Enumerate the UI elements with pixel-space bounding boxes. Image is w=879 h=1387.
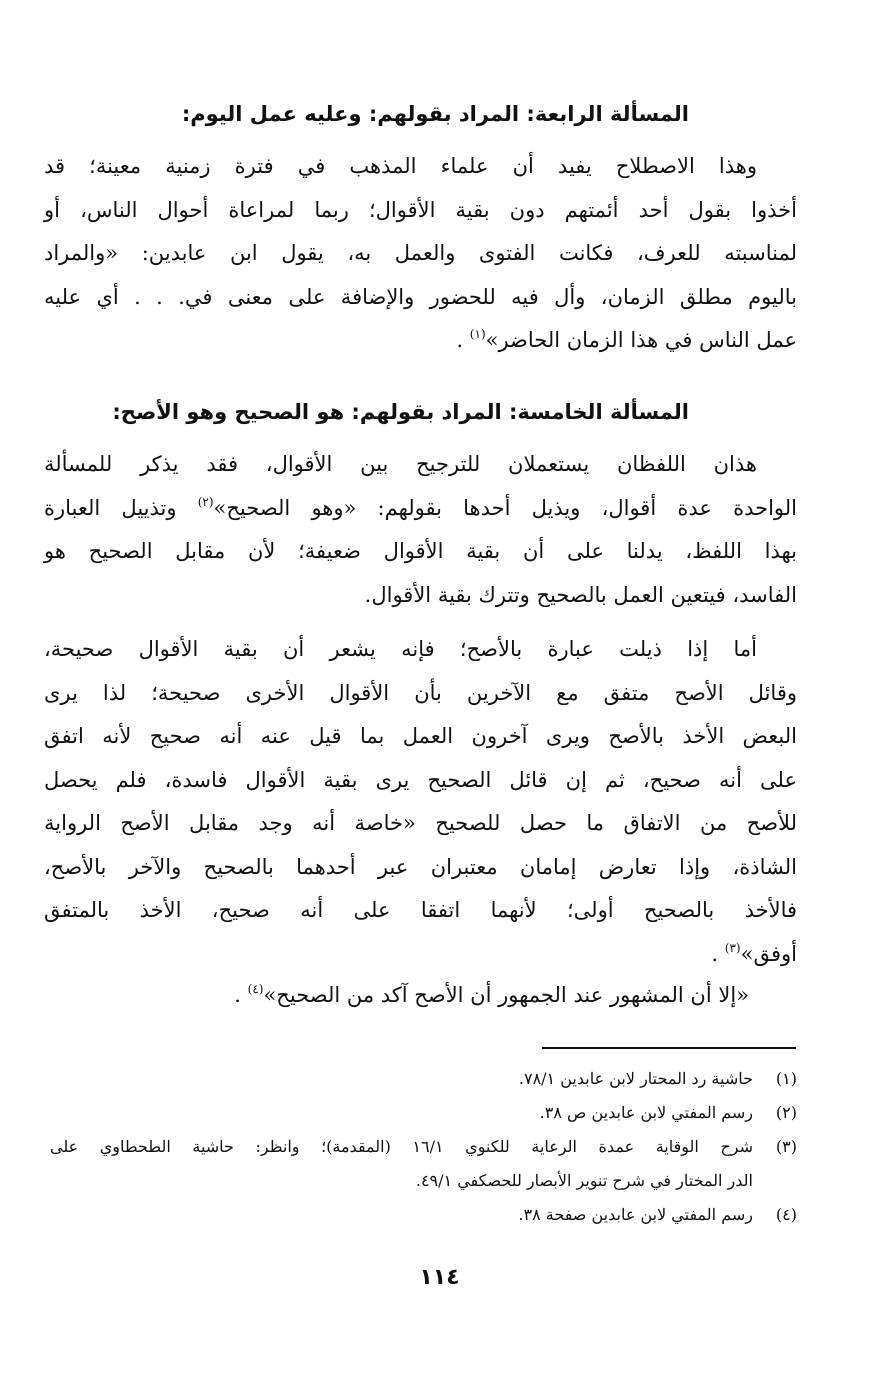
text-line: أخذوا بقول أحد أئمتهم دون بقية الأقوال؛ ربما لمراعاة أحوال الناس، أو <box>44 197 797 222</box>
footnote-line: شرح الوقاية عمدة الرعاية للكنوي ١٦/١ (المقدمة)؛ وانظر: حاشية الطحطاوي على <box>50 1137 753 1156</box>
footnotes <box>50 1062 797 1232</box>
text-line: وقائل الأصح متفق مع الآخرين بأن الأقوال الأخرى صحيحة؛ لذا يرى <box>44 680 797 705</box>
footnote-line: رسم المفتي لابن عابدين ص ٣٨. <box>539 1103 753 1122</box>
text-line-last <box>44 933 797 977</box>
text-line: أما إذا ذيلت عبارة بالأصح؛ فإنه يشعر أن بقية الأقوال صحيحة، <box>44 637 757 661</box>
footnote-text <box>50 1198 753 1232</box>
section-5-heading: المسألة الخامسة: المراد بقولهم: هو الصحيح وهو الأصح: <box>112 400 689 424</box>
footnote-text <box>50 1096 753 1130</box>
text-line: لمناسبته للعرف، فكانت الفتوى والعمل به، يقول ابن عابدين: «والمراد <box>44 241 797 265</box>
text-line <box>44 487 797 531</box>
footnote-number: (١) <box>775 1069 797 1088</box>
footnote-4 <box>50 1198 797 1232</box>
footnote-ref-2: (٢) <box>197 494 214 509</box>
section-5-paragraph-2 <box>44 628 797 976</box>
text-line: للأصح من الاتفاق ما حصل للصحيح «خاصة أنه وجد مقابل الأصح الرواية <box>44 811 797 835</box>
text-line: البعض الأخذ بالأصح ويرى آخرون العمل بما قيل عنه أنه صحيح لأنه اتفق <box>44 724 797 748</box>
footnote-line: الدر المختار في شرح تنوير الأبصار للحصكفي ٤٩/١. <box>415 1171 753 1190</box>
footnote-number: (٤) <box>775 1205 797 1224</box>
footnote-3 <box>50 1130 797 1198</box>
text-line-last: الفاسد، فيتعين العمل بالصحيح وتترك بقية الأقوال. <box>364 582 797 607</box>
footnote-separator <box>542 1047 796 1049</box>
footnote-text <box>50 1062 753 1096</box>
footnote-line: رسم المفتي لابن عابدين صفحة ٣٨. <box>518 1205 753 1224</box>
section-5-paragraph-1 <box>44 443 797 617</box>
text-fragment: الواحدة عدة أقوال، ويذيل أحدها بقولهم: «وهو الصحيح» <box>213 495 798 520</box>
text-fragment: أوفق» <box>740 941 797 966</box>
quote-line <box>40 974 749 1017</box>
text-line: الشاذة، وإذا تعارض إمامان معتبران عبر أحدهما بالصحيح والآخر بالأصح، <box>44 854 797 879</box>
footnote-ref-1: (١) <box>469 327 486 341</box>
text-fragment: وتذييل العبارة <box>44 495 198 520</box>
text-fragment: . <box>456 328 470 352</box>
footnote-2 <box>50 1096 797 1130</box>
footnote-1 <box>50 1062 797 1096</box>
footnote-line: حاشية رد المحتار لابن عابدين ٧٨/١. <box>518 1069 753 1088</box>
text-line-last <box>44 319 797 363</box>
footnote-ref-4: (٤) <box>247 982 264 996</box>
footnote-number: (٣) <box>775 1137 797 1156</box>
footnote-text <box>50 1130 753 1198</box>
text-fragment: . <box>234 983 248 1007</box>
text-line: بهذا اللفظ، يدلنا على أن بقية الأقوال ضعيفة؛ لأن مقابل الصحيح هو <box>44 539 797 563</box>
section-4-paragraph <box>44 145 797 363</box>
text-line: باليوم مطلق الزمان، وأل فيه للحضور والإضافة على معنى في. . . أي عليه <box>44 284 797 309</box>
text-fragment: «إلا أن المشهور عند الجمهور أن الأصح آكد من الصحيح» <box>263 983 749 1007</box>
footnote-ref-3: (٣) <box>724 940 741 955</box>
page-number: ١١٤ <box>419 1265 460 1290</box>
text-fragment: عمل الناس في هذا الزمان الحاضر» <box>485 328 797 352</box>
text-line: وهذا الاصطلاح يفيد أن علماء المذهب في فترة زمنية معينة؛ قد <box>44 154 757 178</box>
text-fragment: . <box>711 941 725 966</box>
text-line: على أنه صحيح، ثم إن قائل الصحيح يرى بقية الأقوال فاسدة، فلم يحصل <box>44 767 797 792</box>
text-line: فالأخذ بالصحيح أولى؛ لأنهما اتفقا على أنه صحيح، الأخذ بالمتفق <box>44 898 797 922</box>
text-line: هذان اللفظان يستعملان للترجيح بين الأقوال، فقد يذكر للمسألة <box>44 452 757 476</box>
section-4-heading: المسألة الرابعة: المراد بقولهم: وعليه عمل اليوم: <box>181 102 689 126</box>
footnote-number: (٢) <box>775 1103 797 1122</box>
